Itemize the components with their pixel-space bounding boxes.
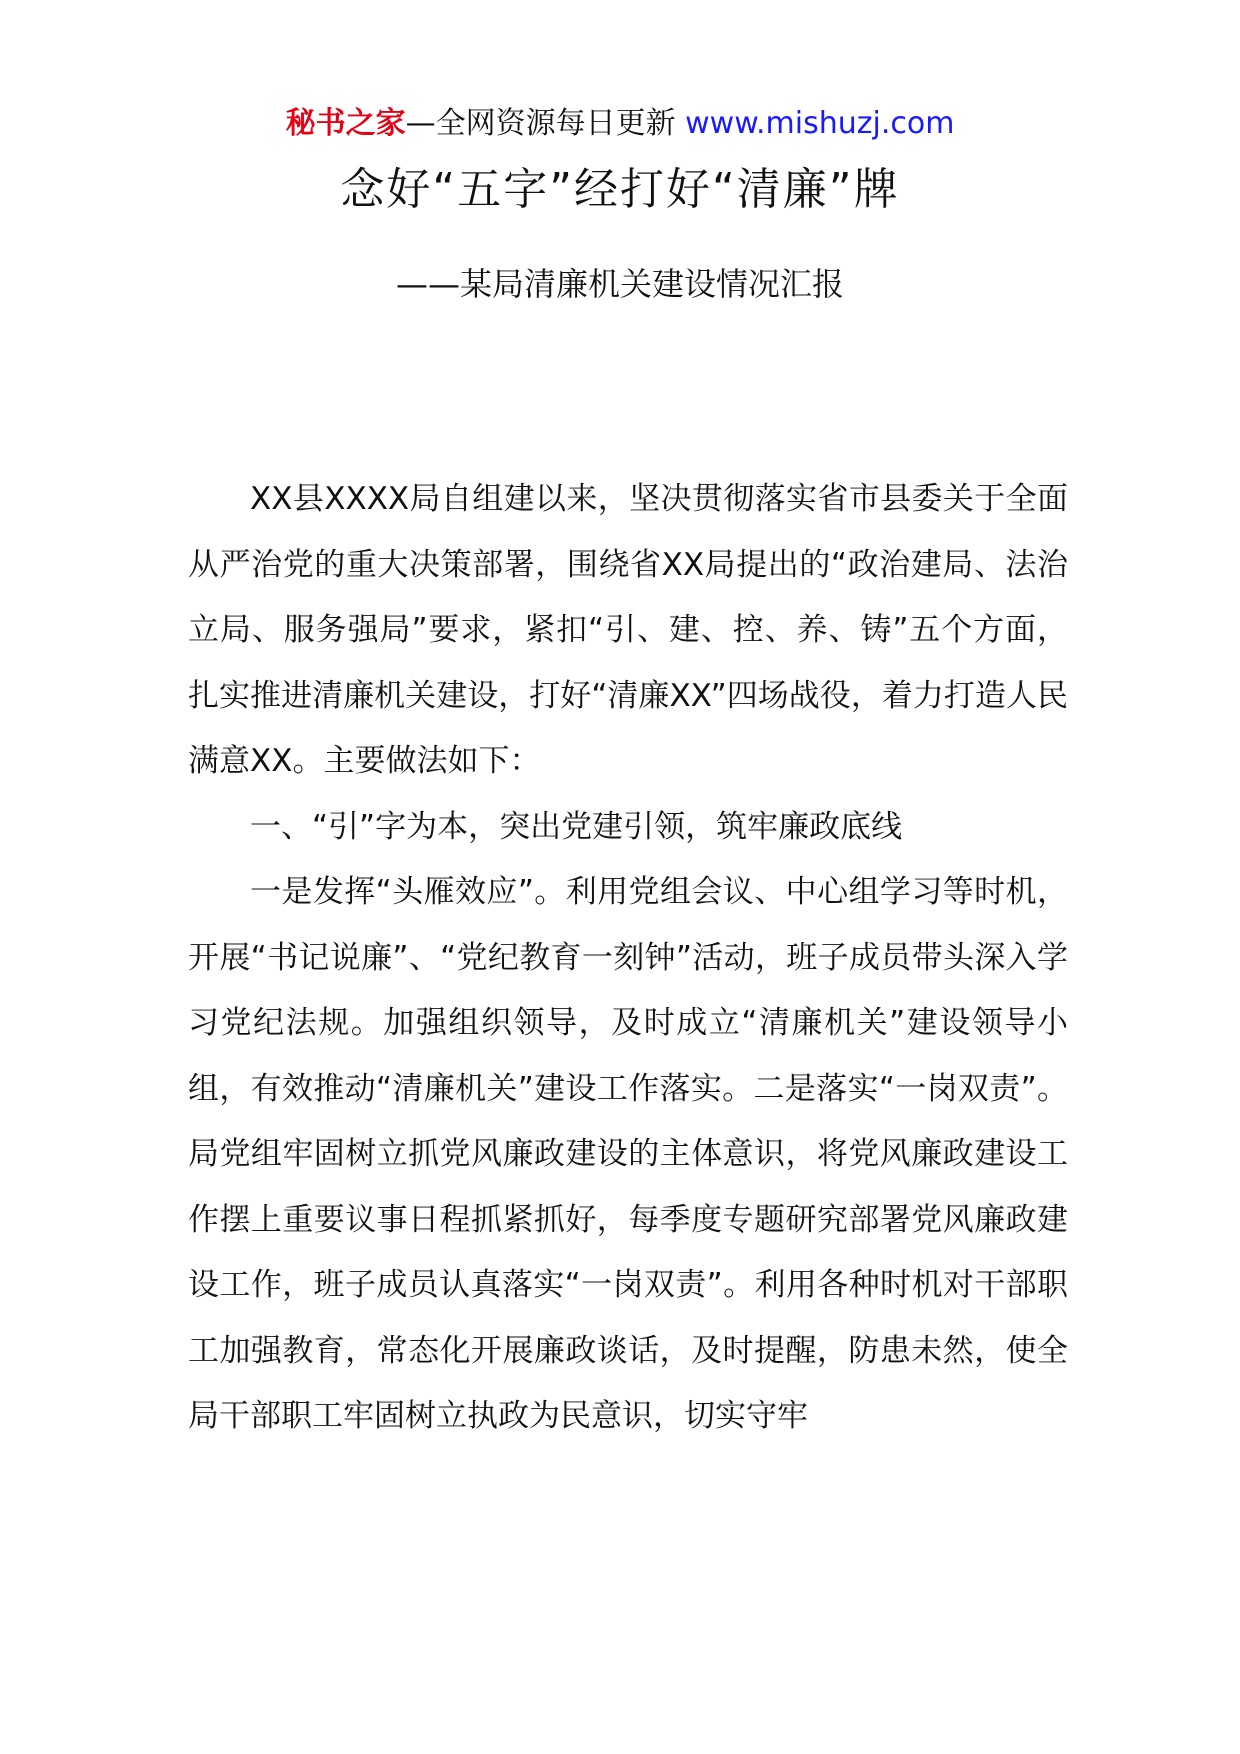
banner-tagline: —全网资源每日更新 — [405, 106, 676, 141]
document-subtitle: ——某局清廉机关建设情况汇报 — [395, 265, 844, 303]
intro-paragraph: XX县XXXX局自组建以来，坚决贯彻落实省市县委关于全面从严治党的重大决策部署，围绕省XX局提出的“政治建局、法治立局、服务强局”要求，紧扣“引、建、控、养、铸”五个方面，扎实推进清廉机关建设，打好“清廉XX”四场战役，着力打造人民满意XX。主要做法如下： — [188, 481, 1068, 779]
site-banner — [0, 104, 1240, 144]
section-heading: 一、“引”字为本，突出党建引领，筑牢廉政底线 — [250, 808, 903, 845]
body-paragraph: 一是发挥“头雁效应”。利用党组会议、中心组学习等时机，开展“书记说廉”、“党纪教育一刻钟”活动，班子成员带头深入学习党纪法规。加强组织领导，及时成立“清廉机关”建设领导小组，有效推动“清廉机关”建设工作落实。二是落实“一岗双责”。局党组牢固树立抓党风廉政建设的主体意识，将党风廉政建设工作摆上重要议事日程抓紧抓好，每季度专题研究部署党风廉政建设工作，班子成员认真落实“一岗双责”。利用各种时机对干部职工加强教育，常态化开展廉政谈话，及时提醒，防患未然，使全局干部职工牢固树立执政为民意识，切实守牢 — [188, 874, 1068, 1434]
document-title: 念好“五字”经打好“清廉”牌 — [340, 164, 900, 215]
brand-name: 秘书之家 — [285, 106, 406, 141]
document-body — [188, 467, 1068, 1450]
site-url-link[interactable]: www.mishuzj.com — [685, 106, 955, 141]
